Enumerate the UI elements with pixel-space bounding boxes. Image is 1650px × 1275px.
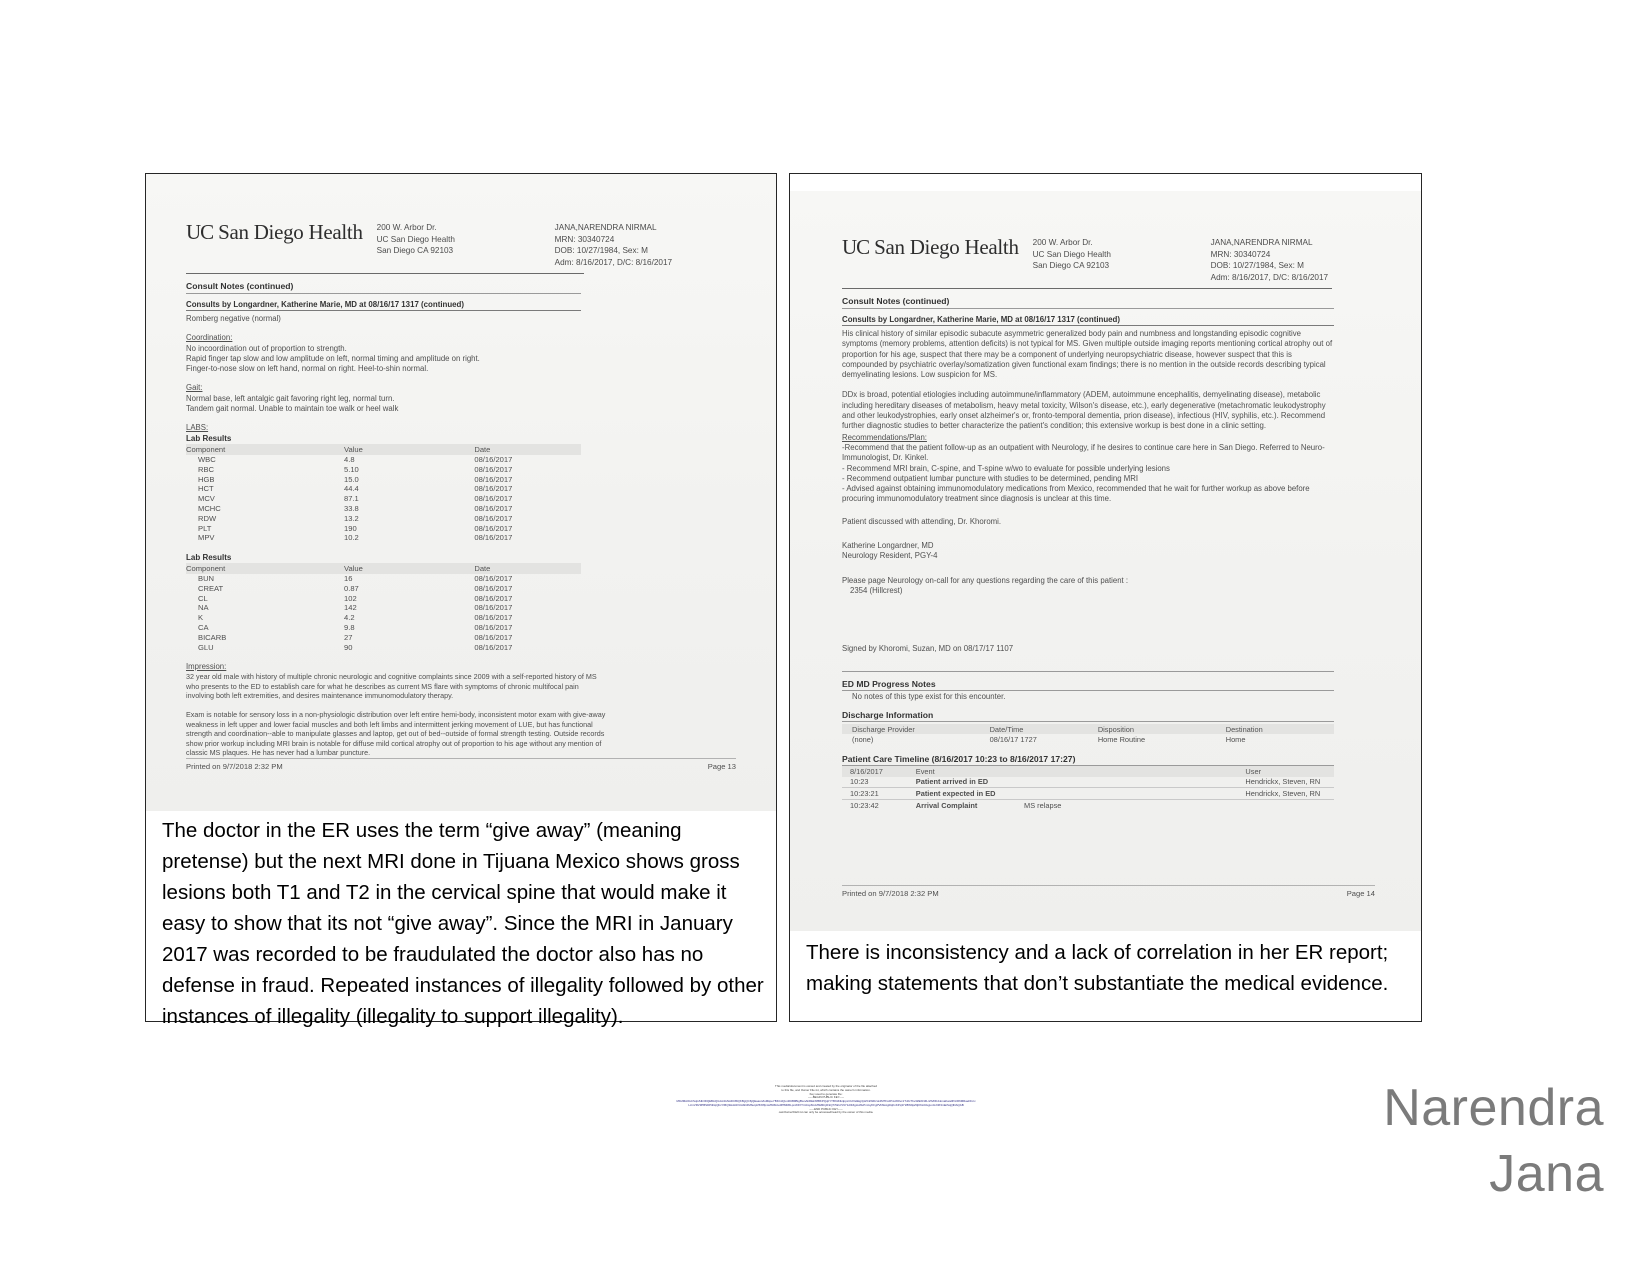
table-row [842, 734, 1334, 745]
lab-table-1-header-row [186, 444, 581, 455]
lab-1-header-value: Value [344, 444, 474, 455]
address-line-2: UC San Diego Health [376, 234, 455, 244]
discharge-datetime-value: 08/16/17 1727 [989, 735, 1037, 745]
right-section-title: Consult Notes (continued) [842, 296, 950, 306]
ed-md-divider [842, 690, 1334, 691]
right-section-divider [842, 308, 1334, 309]
left-panel [145, 173, 777, 1028]
timeline-r0-detail [1024, 777, 1245, 788]
micro-header-line-3: Key used to generate file: [809, 1091, 843, 1096]
table-row [186, 603, 581, 613]
table-row [842, 799, 1334, 810]
left-printed-on: Printed on 9/7/2018 2:32 PM [186, 762, 283, 771]
ownership-micro-text-block [676, 1085, 976, 1115]
lab-1-r4-component: MCV [198, 494, 215, 504]
timeline-r0-time: 10:23 [850, 777, 869, 787]
table-row [186, 593, 581, 603]
table-row [842, 777, 1334, 788]
lab-1-r4-value: 87.1 [344, 494, 359, 504]
lab-1-r3-component: HCT [198, 484, 214, 494]
lab-1-r0-value: 4.8 [344, 455, 355, 465]
discharge-divider [842, 721, 1334, 722]
discharge-destination-value: Home [1225, 735, 1246, 745]
right-panel [789, 173, 1422, 1022]
lab-2-header-value: Value [344, 563, 474, 574]
discharge-header-disposition: Disposition [1098, 724, 1226, 735]
timeline-r1-event: Patient expected in ED [916, 788, 1024, 800]
micro-tail-line: ownOwnerFile6.txt can only be accessed/read by the owner of this media. [778, 1110, 874, 1115]
coordination-label: Coordination: [186, 333, 233, 343]
lab-2-r7-value: 90 [344, 642, 353, 652]
lab-2-r1-component: CREAT [198, 583, 224, 593]
table-row [186, 574, 581, 584]
table-row [186, 613, 581, 623]
logo-uc-text-right: UC [842, 235, 870, 259]
lab-1-r5-value: 33.8 [344, 503, 359, 513]
address-line-1: 200 W. Arbor Dr. [376, 223, 437, 232]
lab-results-table-1 [186, 444, 581, 543]
lab-1-r3-value: 44.4 [344, 484, 359, 494]
patient-dob-sex-right: DOB: 10/27/1984, Sex: M [1210, 261, 1304, 271]
table-row [186, 494, 581, 504]
table-row [186, 523, 581, 533]
patient-care-timeline-table [842, 766, 1334, 810]
lab-2-r5-date: 08/16/2017 [474, 623, 513, 632]
gait-line-1: Normal base, left antalgic gait favoring right leg, normal turn. [186, 393, 395, 403]
table-row [186, 533, 581, 543]
right-document-scan [790, 191, 1421, 931]
lab-2-r6-date: 08/16/2017 [474, 632, 513, 642]
timeline-r2-detail: MS relapse [1024, 799, 1245, 810]
recommendations-label: Recommendations/Plan: [842, 432, 927, 442]
lab-1-r5-date: 08/16/2017 [474, 503, 513, 513]
table-row [842, 788, 1334, 800]
micro-begin-marker: -----BEGIN PUBLIC KEY----- [807, 1095, 845, 1100]
right-page-number: Page 14 [1346, 889, 1375, 898]
lab-1-r2-value: 15.0 [344, 474, 359, 484]
impression-text: 32 year old male with history of multiple chronic neurologic and cognitive complaints since 2009 with a self-reported history of MS who presents to the ED to establish care for what he describes as current MS flare with symptoms of chronic multifocal pain involving both left extremities, and desires maintenance immunomodulatory therapy. [186, 672, 597, 701]
lab-2-r4-date: 08/16/2017 [474, 613, 513, 623]
table-row [186, 642, 581, 652]
recommendation-item-1: -Recommend that the patient follow-up as an outpatient with Neurology, if he desires to continue care here in San Diego. Referred to Neuro-Immunologist, Dr. Kinkel. [842, 442, 1325, 463]
lab-1-r1-date: 08/16/2017 [474, 464, 513, 474]
recommendation-item-3: - Recommend outpatient lumbar puncture with studies to be determined, pending MRI [842, 473, 1139, 483]
discharge-header-provider: Discharge Provider [842, 724, 990, 735]
table-row [186, 632, 581, 642]
lab-2-r0-component: BUN [198, 574, 215, 584]
patient-identification-right [1211, 229, 1328, 283]
timeline-r2-time: 10:23:42 [842, 799, 916, 810]
lab-1-r8-component: MPV [198, 533, 215, 543]
gait-label: Gait: [186, 383, 203, 393]
address-line-3: San Diego CA 92103 [376, 246, 454, 256]
lab-1-r0-date: 08/16/2017 [474, 455, 513, 465]
timeline-r1-user: Hendrickx, Steven, RN [1245, 788, 1334, 800]
patient-identification [555, 214, 672, 268]
signer-title: Neurology Resident, PGY-4 [842, 551, 938, 561]
recommendation-item-2: - Recommend MRI brain, C-spine, and T-spine w/wo to evaluate for possible underlying lesions [842, 463, 1170, 473]
lab-2-r1-value: 0.87 [344, 583, 359, 593]
left-caption-text: The doctor in the ER uses the term “give away” (meaning pretense) but the next MRI done in Tijuana Mexico shows gross lesions both T1 and T2 in the cervical spine that would make it easy to show that its not “give away”. Since the MRI in January 2017 was recorded to be fraudulated the doctor also has no defense in fraud. Repeated instances of illegality followed by other instances of illegality (illegality to support illegality). [162, 819, 764, 1028]
lab-2-r2-component: CL [198, 593, 208, 603]
timeline-header-user: User [1245, 766, 1334, 777]
logo-rest-text-right: San Diego Health [874, 235, 1019, 259]
lab-2-r5-component: CA [198, 623, 209, 632]
ed-md-progress-notes-body: No notes of this type exist for this encounter. [852, 691, 1006, 701]
right-paragraph-1: His clinical history of similar episodic subacute asymmetric generalized body pain and numbness and longstanding episodic cognitive symptoms (memory problems, attention deficits) is not typical for MS. Given multiple outside imaging reports mentioning cortical atrophy out of proportion for his age, suspect that there may be a component of underlying neuropsychiatric disease, however suspect that this is compounded by psychiatric overlay/somatization given functional exam findings; there is no mention in the outside records describing typical demyelinating lesions. Low suspicion for MS. [842, 329, 1333, 380]
timeline-r1-detail [1024, 788, 1245, 800]
ed-md-progress-notes-title: ED MD Progress Notes [842, 678, 936, 689]
logo-rest-text: San Diego Health [218, 220, 363, 244]
lab-2-r2-date: 08/16/2017 [474, 593, 513, 603]
lab-1-header-date: Date [474, 444, 581, 455]
logo-uc-text: UC [186, 220, 214, 244]
lab-results-title-1: Lab Results [186, 433, 232, 443]
table-row [186, 513, 581, 523]
lab-1-r7-date: 08/16/2017 [474, 523, 513, 533]
lab-2-r2-value: 102 [344, 593, 357, 603]
signer-name: Katherine Longardner, MD [842, 541, 934, 551]
patient-care-timeline-title: Patient Care Timeline (8/16/2017 10:23 to 8/16/2017 17:27) [842, 754, 1076, 765]
labs-label: LABS: [186, 423, 209, 433]
lab-1-r7-component: PLT [198, 523, 212, 533]
left-page-number: Page 13 [707, 762, 736, 771]
patient-dob-sex: DOB: 10/27/1984, Sex: M [554, 246, 648, 256]
right-paragraph-2: DDx is broad, potential etiologies including autoimmune/inflammatory (ADEM, autoimmune encephalitis, demyelinating disease), metabolic including hereditary diseases of metabolism, heavy metal toxicity, Wilson's disease, etc.), early degenerative (metachromatic leukodystrophy and other leukodystrophies, early onset alzheimer's or, fronto-temporal dementia, prion disease), infectious (HIV, syphilis, etc.). Recommend further diagnostic studies to better characterize the patient's condition; this extensive workup is best done in a clinic setting. [842, 390, 1326, 431]
discharge-header-destination: Destination [1226, 724, 1334, 735]
facility-address [377, 214, 527, 257]
lab-1-r2-date: 08/16/2017 [474, 474, 513, 484]
right-caption-text: There is inconsistency and a lack of correlation in her ER report; making statements that don’t substantiate the medical evidence. [806, 941, 1389, 995]
page-neurology-line: Please page Neurology on-call for any questions regarding the care of this patient : [842, 575, 1129, 585]
left-letterhead [186, 214, 726, 268]
table-row [186, 455, 581, 465]
lab-2-header-date: Date [474, 563, 581, 574]
lab-2-r4-value: 4.2 [344, 613, 355, 623]
lab-1-r5-component: MCHC [198, 503, 221, 513]
lab-1-header-component: Component [186, 444, 344, 455]
table-row [186, 623, 581, 633]
table-row [186, 504, 581, 514]
lab-2-r7-component: GLU [198, 642, 214, 652]
lab-2-r3-component: NA [198, 603, 209, 613]
right-letterhead [842, 229, 1382, 283]
micro-header-line-2: to this file, and Owner File.txt, which contains the owner's information. [781, 1087, 871, 1092]
timeline-r1-time: 10:23:21 [842, 788, 916, 800]
signature-last-name: Jana [1489, 1145, 1604, 1203]
patient-mrn-right: MRN: 30340724 [1210, 249, 1271, 259]
facility-address-right [1033, 229, 1183, 272]
discharge-information-table [842, 724, 1334, 745]
lab-2-r4-component: K [198, 613, 204, 623]
patient-name-right: JANA,NARENDRA NIRMAL [1210, 238, 1313, 247]
table-row [186, 474, 581, 484]
timeline-header-event: Event [916, 766, 1024, 777]
lab-2-r3-value: 142 [344, 603, 357, 613]
timeline-header-date: 8/16/2017 [842, 766, 916, 777]
patient-mrn: MRN: 30340724 [554, 234, 615, 244]
ucsd-health-logo-right [842, 229, 1019, 260]
lab-2-header-component: Component [186, 563, 344, 574]
lab-2-r1-date: 08/16/2017 [474, 583, 513, 593]
lab-1-r6-component: RDW [198, 513, 217, 523]
discharge-disposition-value: Home Routine [1097, 735, 1146, 745]
left-consult-line: Consults by Longardner, Katherine Marie, MD at 08/16/17 1317 (continued) [186, 300, 581, 311]
lab-2-r0-date: 08/16/2017 [474, 574, 513, 584]
lab-1-r7-value: 190 [344, 523, 357, 533]
right-consult-notes-block [842, 296, 1334, 810]
micro-end-marker: -----END PUBLIC KEY----- [809, 1106, 843, 1111]
micro-header-line-1: This media/document is owned and created by the originator of the file attached [775, 1084, 877, 1088]
lab-1-r2-component: HGB [198, 474, 215, 484]
left-consult-notes-block [186, 281, 606, 758]
discharge-information-title: Discharge Information [842, 709, 934, 720]
coordination-line-1: No incoordination out of proportion to strength. [186, 343, 347, 353]
lab-2-r7-date: 08/16/2017 [474, 642, 513, 652]
left-document-scan [146, 174, 776, 811]
table-row [186, 464, 581, 474]
timeline-header-detail [1024, 766, 1245, 777]
address-line-2-right: UC San Diego Health [1032, 249, 1111, 259]
signed-by-line: Signed by Khoromi, Suzan, MD on 08/17/17 1107 [842, 644, 1014, 654]
signature-first-name: Narendra [1383, 1079, 1604, 1137]
address-line-3-right: San Diego CA 92103 [1032, 261, 1110, 271]
timeline-header-row [842, 766, 1334, 777]
patient-admit-discharge-right: Adm: 8/16/2017, D/C: 8/16/2017 [1210, 272, 1329, 282]
table-row [186, 484, 581, 494]
lab-results-table-2 [186, 563, 581, 652]
lab-1-r0-component: WBC [198, 455, 216, 465]
micro-public-key: MIGfMA0GCSqGSIb3DQEBAQUAA4GNADCBiQKBgQC6jQEaavnZuMkpeYBKCdQLv2DiB9BtgBwnAbREkX8BKPQqbYTBXdNk4ppxCUtVa9kg3j1ZCkWDzxk4MTFcdPnHXDvc1TJ2cTbv4ZEKNZLrZhZIDJvkmaKwa0fOcR6MRaeDCcvLzmVRV3PBSDPtiDqQbcYtBQ3Hdd4VUAbD4MSutplz5X8fp1xZ6fZkze0PfMR6LpnzDlXTrn3mp6GzZ6k8b/jJFkQ7r5kUrV9Y1dIFZgLkWuPmGyKFgPVb6kAgRqKnKPq3YZ8W9pZ0jK6L0tGgLn4xXZf4mEiSqQIDAQAB [676, 1099, 976, 1107]
timeline-r2-user [1245, 799, 1334, 810]
lab-1-r3-date: 08/16/2017 [474, 484, 513, 494]
timeline-r0-user: Hendrickx, Steven, RN [1245, 777, 1321, 787]
lab-1-r6-date: 08/16/2017 [474, 513, 513, 523]
table-row [186, 583, 581, 593]
left-section-divider [186, 293, 581, 294]
address-line-1-right: 200 W. Arbor Dr. [1032, 238, 1093, 247]
patient-admit-discharge: Adm: 8/16/2017, D/C: 8/16/2017 [554, 257, 673, 267]
patient-name: JANA,NARENDRA NIRMAL [554, 223, 657, 232]
lab-1-r1-value: 5.10 [344, 464, 359, 474]
lab-1-r6-value: 13.2 [344, 513, 359, 523]
lab-1-r8-value: 10.2 [344, 533, 359, 543]
discharge-header-row [842, 724, 1334, 735]
author-signature-watermark [1383, 1075, 1604, 1207]
letterhead-divider [186, 273, 584, 274]
left-scan-footer [186, 758, 736, 771]
impression-label: Impression: [186, 661, 227, 671]
lab-2-r3-date: 08/16/2017 [474, 603, 513, 613]
coordination-line-2: Rapid finger tap slow and low amplitude on left, normal timing and amplitude on right. [186, 353, 480, 363]
lab-results-title-2: Lab Results [186, 552, 232, 562]
page-neurology-extension: 2354 (Hillcrest) [850, 585, 903, 595]
right-scan-footer [842, 885, 1375, 898]
romberg-line: Romberg negative (normal) [186, 314, 281, 323]
recommendation-item-4: - Advised against obtaining immunomodulatory medications from Mexico, recommended that he wait for further workup as above before procuring immunomodulatory treatment since diagnosis is unclear at this time. [842, 484, 1310, 504]
right-consult-line: Consults by Longardner, Katherine Marie, MD at 08/16/17 1317 (continued) [842, 315, 1334, 326]
ucsd-health-logo [186, 214, 363, 245]
timeline-r0-event: Patient arrived in ED [915, 777, 989, 787]
gait-line-2: Tandem gait normal. Unable to maintain toe walk or heel walk [186, 404, 399, 414]
exam-text: Exam is notable for sensory loss in a non-physiologic distribution over left entire hemi-body, inconsistent motor exam with give-away weakness in left upper and lower facial muscles and both left limbs and intermittent jerking movement of LUE, but has functional strength and coordination--able to manipulate glasses and laptop, get out of bed--outside of formal strength testing. Outside records show prior workup including MRI brain is notable for diffuse mild cortical atrophy out of proportion to his age without any mention of classic MS plaques. He has never had a lumbar puncture. [186, 710, 606, 758]
coordination-line-3: Finger-to-nose slow on left hand, normal on right. Heel-to-shin normal. [186, 364, 429, 374]
lab-2-r5-value: 9.8 [344, 623, 355, 632]
discharge-provider-value: (none) [852, 735, 874, 745]
lab-1-r4-date: 08/16/2017 [474, 494, 513, 504]
discharge-header-datetime: Date/Time [990, 724, 1098, 735]
right-printed-on: Printed on 9/7/2018 2:32 PM [842, 889, 939, 898]
lab-1-r1-component: RBC [198, 464, 215, 474]
lab-2-r0-value: 16 [344, 574, 353, 584]
lab-table-2-header-row [186, 563, 581, 574]
lab-2-r6-component: BICARB [198, 632, 227, 642]
attending-discussion-line: Patient discussed with attending, Dr. Khoromi. [842, 516, 1002, 526]
lab-1-r8-date: 08/16/2017 [474, 533, 513, 543]
right-letterhead-divider [842, 288, 1332, 289]
lab-2-r6-value: 27 [344, 632, 353, 642]
timeline-r2-event: Arrival Complaint [916, 799, 1024, 810]
left-section-title: Consult Notes (continued) [186, 281, 294, 291]
